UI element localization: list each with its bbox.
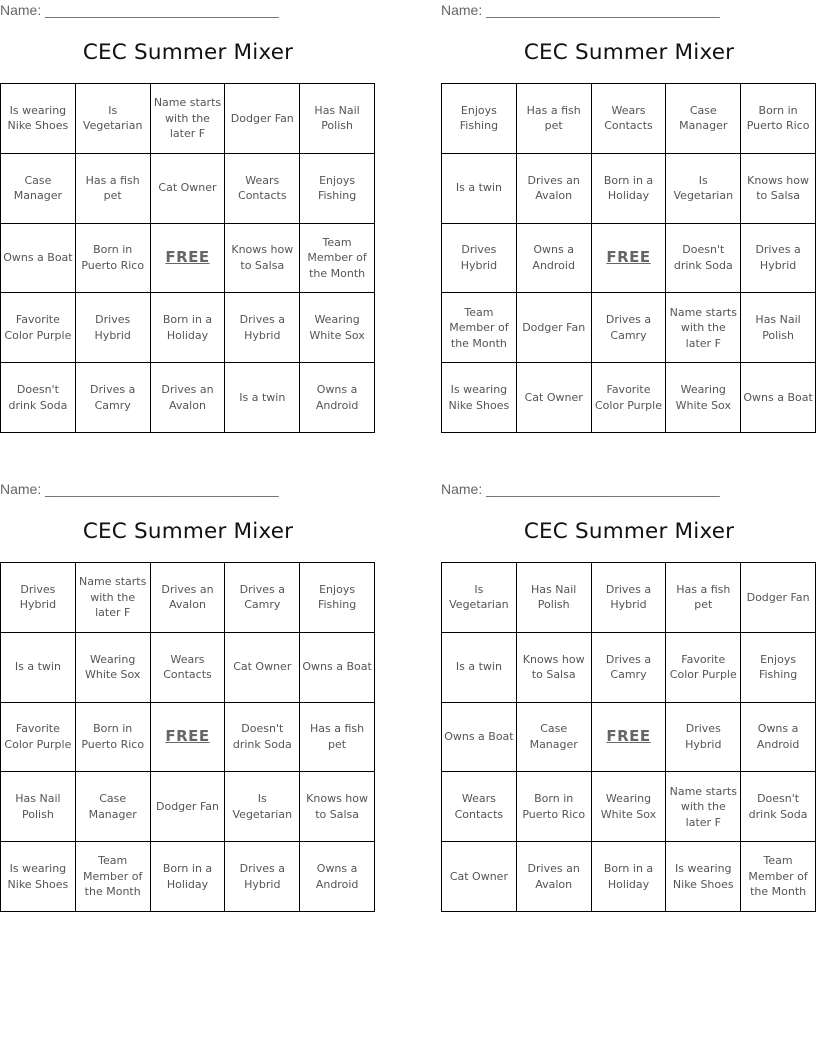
bingo-cell[interactable]: Has Nail Polish <box>741 293 816 363</box>
free-space[interactable]: FREE <box>151 703 226 773</box>
bingo-grid <box>0 562 375 912</box>
bingo-cell[interactable]: Owns a Android <box>741 703 816 773</box>
bingo-cell[interactable]: Team Member of the Month <box>442 293 517 363</box>
bingo-cell[interactable]: Favorite Color Purple <box>1 703 76 773</box>
bingo-cell[interactable]: Wearing White Sox <box>592 772 667 842</box>
bingo-cell[interactable]: Is Vegetarian <box>442 563 517 633</box>
bingo-cell[interactable]: Drives a Hybrid <box>592 563 667 633</box>
bingo-cell[interactable]: Has Nail Polish <box>300 84 375 154</box>
bingo-cell[interactable]: Cat Owner <box>151 154 226 224</box>
bingo-cell[interactable]: Case Manager <box>1 154 76 224</box>
bingo-cell[interactable]: Cat Owner <box>442 842 517 912</box>
bingo-cell[interactable]: Wears Contacts <box>225 154 300 224</box>
bingo-cell[interactable]: Favorite Color Purple <box>592 363 667 433</box>
bingo-cell[interactable]: Born in Puerto Rico <box>76 703 151 773</box>
bingo-cell[interactable]: Dodger Fan <box>151 772 226 842</box>
bingo-cell[interactable]: Is a twin <box>225 363 300 433</box>
bingo-cell[interactable]: Has Nail Polish <box>517 563 592 633</box>
bingo-cell[interactable]: Is a twin <box>1 633 76 703</box>
bingo-cell[interactable]: Born in Puerto Rico <box>517 772 592 842</box>
bingo-cell[interactable]: Case Manager <box>517 703 592 773</box>
bingo-cell[interactable]: Born in a Holiday <box>592 842 667 912</box>
bingo-cell[interactable]: Name starts with the later F <box>666 772 741 842</box>
bingo-cell[interactable]: Drives Hybrid <box>442 224 517 294</box>
bingo-cell[interactable]: Born in a Holiday <box>151 842 226 912</box>
bingo-cell[interactable]: Cat Owner <box>517 363 592 433</box>
bingo-cell[interactable]: Wears Contacts <box>442 772 517 842</box>
bingo-cell[interactable]: Name starts with the later F <box>76 563 151 633</box>
bingo-cell[interactable]: Name starts with the later F <box>151 84 226 154</box>
bingo-cell[interactable]: Owns a Boat <box>1 224 76 294</box>
bingo-cell[interactable]: Is Vegetarian <box>76 84 151 154</box>
bingo-cell[interactable]: Is Vegetarian <box>666 154 741 224</box>
bingo-cell[interactable]: Born in Puerto Rico <box>741 84 816 154</box>
bingo-cell[interactable]: Drives a Hybrid <box>225 293 300 363</box>
free-space[interactable]: FREE <box>151 224 226 294</box>
bingo-grid <box>0 83 375 433</box>
bingo-cell[interactable]: Born in a Holiday <box>151 293 226 363</box>
bingo-cell[interactable]: Drives Hybrid <box>76 293 151 363</box>
card-title: CEC Summer Mixer <box>82 40 294 65</box>
bingo-cell[interactable]: Drives a Camry <box>225 563 300 633</box>
bingo-cell[interactable]: Name starts with the later F <box>666 293 741 363</box>
bingo-cell[interactable]: Favorite Color Purple <box>666 633 741 703</box>
free-space[interactable]: FREE <box>592 224 667 294</box>
bingo-cell[interactable]: Team Member of the Month <box>741 842 816 912</box>
card-title: CEC Summer Mixer <box>523 519 735 544</box>
bingo-cell[interactable]: Team Member of the Month <box>300 224 375 294</box>
bingo-cell[interactable]: Drives Hybrid <box>666 703 741 773</box>
name-field[interactable]: Name: ______________________________ <box>0 481 279 497</box>
bingo-cell[interactable]: Owns a Android <box>517 224 592 294</box>
bingo-cell[interactable]: Drives Hybrid <box>1 563 76 633</box>
card-title: CEC Summer Mixer <box>523 40 735 65</box>
bingo-cell[interactable]: Is wearing Nike Shoes <box>666 842 741 912</box>
bingo-cell[interactable]: Is wearing Nike Shoes <box>1 84 76 154</box>
bingo-cell[interactable]: Has a fish pet <box>300 703 375 773</box>
bingo-cell[interactable]: Owns a Android <box>300 363 375 433</box>
bingo-cell[interactable]: Drives a Camry <box>76 363 151 433</box>
name-field[interactable]: Name: ______________________________ <box>0 2 279 18</box>
bingo-cell[interactable]: Wearing White Sox <box>76 633 151 703</box>
free-space[interactable]: FREE <box>592 703 667 773</box>
bingo-cell[interactable]: Born in Puerto Rico <box>76 224 151 294</box>
bingo-cell[interactable]: Drives an Avalon <box>151 363 226 433</box>
bingo-cell[interactable]: Drives an Avalon <box>517 154 592 224</box>
bingo-cell[interactable]: Wears Contacts <box>151 633 226 703</box>
bingo-cell[interactable]: Case Manager <box>76 772 151 842</box>
bingo-cell[interactable]: Knows how to Salsa <box>741 154 816 224</box>
bingo-cell[interactable]: Wearing White Sox <box>300 293 375 363</box>
name-field[interactable]: Name: ______________________________ <box>441 2 720 18</box>
bingo-cell[interactable]: Is Vegetarian <box>225 772 300 842</box>
bingo-cell[interactable]: Has a fish pet <box>76 154 151 224</box>
bingo-cell[interactable]: Cat Owner <box>225 633 300 703</box>
bingo-cell[interactable]: Wearing White Sox <box>666 363 741 433</box>
bingo-cell[interactable]: Owns a Android <box>300 842 375 912</box>
bingo-cell[interactable]: Enjoys Fishing <box>741 633 816 703</box>
bingo-cell[interactable]: Doesn't drink Soda <box>666 224 741 294</box>
bingo-cell[interactable]: Drives a Camry <box>592 293 667 363</box>
bingo-cell[interactable]: Drives a Camry <box>592 633 667 703</box>
bingo-cell[interactable]: Case Manager <box>666 84 741 154</box>
bingo-cell[interactable]: Owns a Boat <box>442 703 517 773</box>
bingo-cell[interactable]: Knows how to Salsa <box>517 633 592 703</box>
bingo-cell[interactable]: Has a fish pet <box>666 563 741 633</box>
name-field[interactable]: Name: ______________________________ <box>441 481 720 497</box>
bingo-cell[interactable]: Is a twin <box>442 633 517 703</box>
bingo-cell[interactable]: Is wearing Nike Shoes <box>1 842 76 912</box>
bingo-cell[interactable]: Is wearing Nike Shoes <box>442 363 517 433</box>
bingo-cell[interactable]: Enjoys Fishing <box>442 84 517 154</box>
bingo-cell[interactable]: Knows how to Salsa <box>225 224 300 294</box>
bingo-cell[interactable]: Owns a Boat <box>300 633 375 703</box>
bingo-cell[interactable]: Enjoys Fishing <box>300 154 375 224</box>
bingo-cell[interactable]: Doesn't drink Soda <box>1 363 76 433</box>
bingo-cell[interactable]: Has Nail Polish <box>1 772 76 842</box>
bingo-cell[interactable]: Dodger Fan <box>741 563 816 633</box>
bingo-cell[interactable]: Drives an Avalon <box>517 842 592 912</box>
bingo-cell[interactable]: Team Member of the Month <box>76 842 151 912</box>
bingo-cell[interactable]: Dodger Fan <box>517 293 592 363</box>
bingo-cell[interactable]: Born in a Holiday <box>592 154 667 224</box>
bingo-cell[interactable]: Enjoys Fishing <box>300 563 375 633</box>
bingo-grid <box>441 83 816 433</box>
bingo-cell[interactable]: Favorite Color Purple <box>1 293 76 363</box>
bingo-cell[interactable]: Doesn't drink Soda <box>225 703 300 773</box>
bingo-cell[interactable]: Drives an Avalon <box>151 563 226 633</box>
bingo-cell[interactable]: Doesn't drink Soda <box>741 772 816 842</box>
bingo-grid <box>441 562 816 912</box>
bingo-cell[interactable]: Knows how to Salsa <box>300 772 375 842</box>
bingo-cell[interactable]: Dodger Fan <box>225 84 300 154</box>
bingo-cell[interactable]: Owns a Boat <box>741 363 816 433</box>
card-title: CEC Summer Mixer <box>82 519 294 544</box>
bingo-cell[interactable]: Has a fish pet <box>517 84 592 154</box>
bingo-cell[interactable]: Wears Contacts <box>592 84 667 154</box>
bingo-cell[interactable]: Drives a Hybrid <box>741 224 816 294</box>
bingo-cell[interactable]: Drives a Hybrid <box>225 842 300 912</box>
bingo-cell[interactable]: Is a twin <box>442 154 517 224</box>
